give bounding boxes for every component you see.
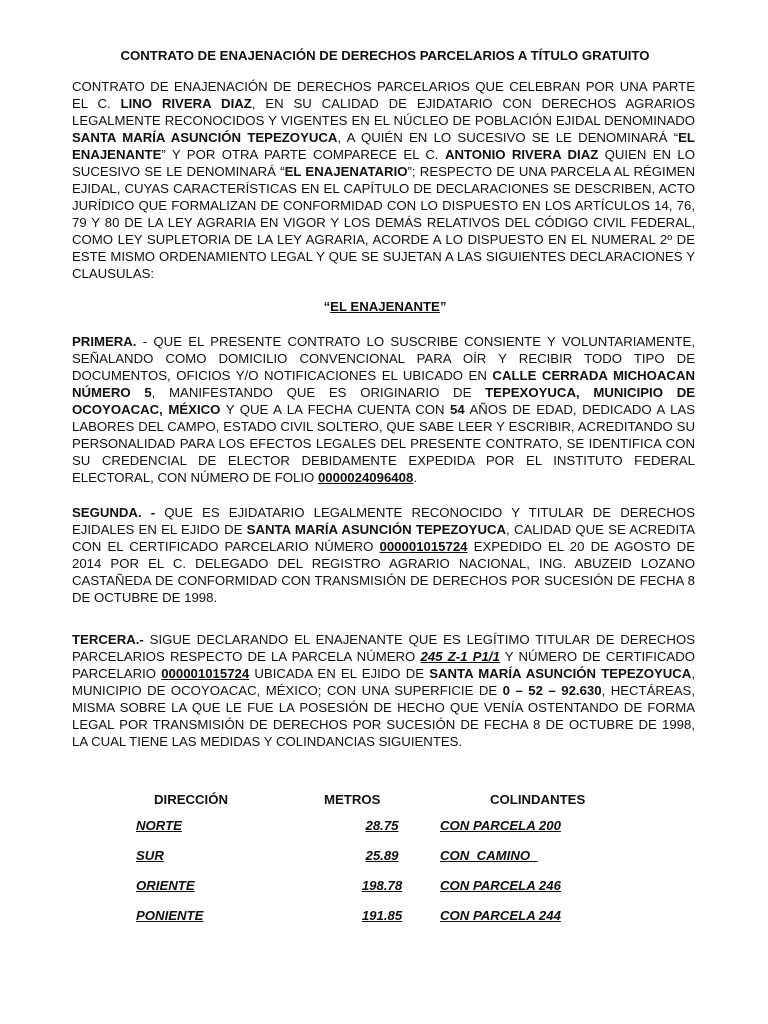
neighbor-cell: CON CAMINO [440, 847, 538, 863]
section-heading-enajenante [72, 298, 698, 315]
tercera-text-3: UBICADA EN EL EJIDO DE [249, 666, 430, 681]
address: CALLE CERRADA MICHOACAN NÚMERO 5 [72, 368, 695, 400]
segunda-text-3: EXPEDIDO EL 20 DE AGOSTO DE 2014 POR EL C. DELEGADO DEL REGISTRO AGRARIO NACIONAL, ING. ABUZEID LOZANO CASTAÑEDA DE CONFORMIDAD CON TRANSMISIÓN DE DERECHOS POR SUCESIÓN DE FECHA 8 DE OCTUBRE DE 1998. [72, 539, 695, 605]
direction-cell: SUR [136, 847, 164, 863]
intro-text-1: CONTRATO DE ENAJENACIÓN DE DERECHOS PARCELARIOS QUE CELEBRAN POR UNA PARTE EL C. [72, 79, 695, 111]
ejido-name: SANTA MARÍA ASUNCIÓN TEPEZOYUCA [72, 130, 338, 145]
tercera-text-2: Y NÚMERO DE CERTIFICADO PARCELARIO [72, 649, 695, 681]
ejido-name-tercera: SANTA MARÍA ASUNCIÓN TEPEZOYUCA [429, 666, 692, 681]
intro-text-5: QUIEN EN LO SUCESIVO SE LE DENOMINARÁ “ [72, 147, 695, 179]
tercera-text-4: , MUNICIPIO DE OCOYOACAC, MÉXICO; CON UNA SUPERFICIE DE [72, 666, 695, 698]
neighbor-cell: CON PARCELA 200 [440, 817, 561, 833]
boundaries-table [136, 788, 690, 930]
primera-text-4: AÑOS DE EDAD, DEDICADO A LAS LABORES DEL CAMPO, ESTADO CIVIL SOLTERO, QUE SABE LEER Y ESCRIBIR, ACREDITANDO SU PERSONALIDAD PARA LOS EFECTOS LEGALES DEL PRESENTE CONTRATO, SE IDENTIFICA CON SU CREDENCIAL DE ELECTOR DEBIDAMENTE EXPEDIDA POR EL INSTITUTO FEDERAL ELECTORAL, CON NÚMERO DE FOLIO [72, 402, 695, 485]
certificate-number-tercera: 000001015724 [161, 666, 250, 681]
header-direccion: DIRECCIÓN [154, 791, 228, 807]
clause-label-primera: PRIMERA. [72, 334, 137, 349]
heading-close-quote: ” [439, 299, 447, 314]
intro-text-3: , A QUIÉN EN LO SUCESIVO SE LE DENOMINARÁ “ [337, 130, 679, 145]
direction-cell: ORIENTE [136, 877, 195, 893]
intro-text-2: , EN SU CALIDAD DE EJIDATARIO CON DERECHOS AGRARIOS LEGALMENTE RECONOCIDOS Y VIGENTES EN EL NÚCLEO DE POBLACIÓN EJIDAL DENOMINADO [72, 96, 695, 128]
origin-place: TEPEXOYUCA, MUNICIPIO DE OCOYOACAC, MÉXICO [72, 385, 696, 417]
direction-cell: PONIENTE [136, 907, 204, 923]
party-name-lino: LINO RIVERA DIAZ [120, 96, 252, 111]
table-row [136, 900, 690, 930]
meters-cell: 25.89 [365, 847, 399, 863]
clause-tercera [72, 631, 695, 750]
neighbor-cell: CON PARCELA 244 [440, 907, 561, 923]
surface-value: 0 – 52 – 92.630 [502, 683, 602, 698]
header-metros: METROS [324, 791, 381, 807]
primera-text-3: Y QUE A LA FECHA CUENTA CON [220, 402, 451, 417]
table-header-row [136, 788, 690, 810]
direction-cell: NORTE [136, 817, 182, 833]
intro-text-6: ”; RESPECTO DE UNA PARCELA AL RÉGIMEN EJIDAL, CUYAS CARACTERÍSTICAS EN EL CAPÍTULO DE DECLARACIONES SE DESCRIBEN, ACTO JURÍDICO QUE FORMALIZAN DE CONFORMIDAD CON LO DISPUESTO EN LOS ARTÍCULOS 14, 76, 79 Y 80 DE LA LEY AGRARIA EN VIGOR Y LOS DEMÁS RELATIVOS DEL CÓDIGO CIVIL FEDERAL, COMO LEY SUPLETORIA DE LA LEY AGRARIA, ACORDE A LO DISPUESTO EN EL NUMERAL 2º DE ESTE MISMO ORDENAMIENTO LEGAL Y QUE SE SUJETAN A LAS SIGUIENTES DECLARACIONES Y CLAUSULAS: [72, 164, 695, 281]
clause-label-tercera: TERCERA.- [72, 632, 144, 647]
table-row [136, 870, 690, 900]
certificate-number: 000001015724 [379, 539, 468, 554]
party-name-antonio: ANTONIO RIVERA DIAZ [444, 147, 599, 162]
ejido-name-segunda: SANTA MARÍA ASUNCIÓN TEPEZOYUCA [246, 522, 507, 537]
enajenatario-term: EL ENAJENATARIO [284, 164, 408, 179]
enajenante-term: EL ENAJENANTE [72, 130, 695, 162]
document-title: CONTRATO DE ENAJENACIÓN DE DERECHOS PARCELARIOS A TÍTULO GRATUITO [120, 48, 650, 63]
header-colindantes: COLINDANTES [490, 791, 586, 807]
segunda-text-1: QUE ES EJIDATARIO LEGALMENTE RECONOCIDO Y TITULAR DE DERECHOS EJIDALES EN EL EJIDO DE [72, 505, 695, 537]
parcel-number: 245 Z-1 P1/1 [420, 649, 500, 664]
segunda-text-2: , CALIDAD QUE SE ACREDITA CON EL CERTIFICADO PARCELARIO NÚMERO [72, 522, 695, 554]
table-row [136, 840, 690, 870]
meters-cell: 28.75 [365, 817, 399, 833]
table-row [136, 810, 690, 840]
clause-label-segunda: SEGUNDA. - [72, 505, 156, 520]
heading-open-quote: “ [323, 299, 331, 314]
meters-cell: 198.78 [361, 877, 403, 893]
tercera-text-5: , HECTÁREAS, MISMA SOBRE LA QUE LE FUE LA POSESIÓN DE HECHO QUE VENÍA OSTENTANDO DE FORMA LEGAL POR TRANSMISIÓN DE DERECHOS POR SUCESIÓN DE FECHA 8 DE OCTUBRE DE 1998, LA CUAL TIENE LAS MEDIDAS Y COLINDANCIAS SIGUIENTES. [72, 683, 695, 749]
clause-primera [72, 333, 695, 486]
primera-text-2: , MANIFESTANDO QUE ES ORIGINARIO DE [151, 385, 486, 400]
tercera-text-1: SIGUE DECLARANDO EL ENAJENANTE QUE ES LEGÍTIMO TITULAR DE DERECHOS PARCELARIOS RESPECTO DE LA PARCELA NÚMERO [72, 632, 695, 664]
primera-text-1: - QUE EL PRESENTE CONTRATO LO SUSCRIBE CONSIENTE Y VOLUNTARIAMENTE, SEÑALANDO COMO DOMICILIO CONVENCIONAL PARA OÍR Y RECIBIR TODO TIPO DE DOCUMENTOS, OFICIOS Y/O NOTIFICACIONES EL UBICADO EN [72, 334, 695, 383]
folio-number: 0000024096408 [317, 470, 414, 485]
primera-text-5: . [413, 470, 417, 485]
intro-paragraph [72, 78, 695, 282]
age-value: 54 [450, 402, 465, 417]
neighbor-cell: CON PARCELA 246 [440, 877, 561, 893]
clause-segunda [72, 504, 695, 606]
meters-cell: 191.85 [361, 907, 403, 923]
heading-text: EL ENAJENANTE [330, 299, 440, 314]
intro-text-4: ” Y POR OTRA PARTE COMPARECE EL C. [161, 147, 445, 162]
